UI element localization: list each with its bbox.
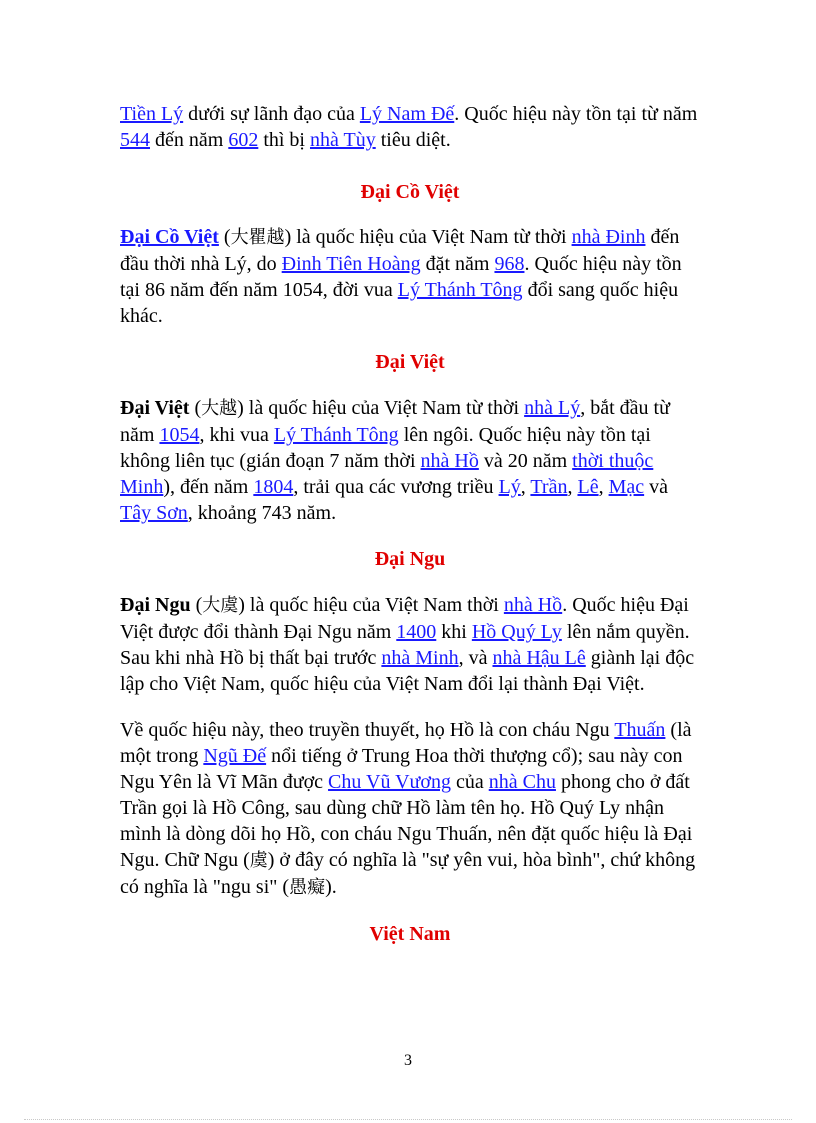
- page-edge-divider: [24, 1119, 792, 1120]
- link-ly-thanh-tong[interactable]: Lý Thánh Tông: [397, 279, 523, 301]
- text: ) là quốc hiệu của Việt Nam từ thời: [284, 226, 572, 248]
- link-nha-tuy[interactable]: nhà Tùy: [309, 129, 376, 151]
- heading-dai-co-viet: Đại Cồ Việt: [360, 181, 460, 203]
- link-602[interactable]: 602: [228, 129, 259, 151]
- paragraph-ngu-origin: [120, 717, 700, 901]
- text: . Quốc hiệu Đại Việt được đổi thành Đại Ngu năm: [120, 594, 689, 643]
- han-text: 大越: [201, 398, 238, 419]
- text: (là một trong: [120, 719, 692, 767]
- text: , bắt đầu từ năm: [120, 397, 670, 446]
- link-nha-hau-le[interactable]: nhà Hậu Lê: [492, 647, 586, 669]
- text: Về quốc hiệu này, theo truyền thuyết, họ Hồ là con cháu Ngu: [120, 719, 615, 741]
- link-tien-ly[interactable]: Tiền Lý: [120, 103, 184, 125]
- link-968[interactable]: 968: [494, 253, 525, 275]
- link-nha-chu[interactable]: nhà Chu: [488, 771, 556, 793]
- han-text: 虞: [249, 850, 268, 871]
- link-thuan[interactable]: Thuấn: [614, 719, 666, 741]
- text: dưới sự lãnh đạo của: [183, 103, 360, 125]
- link-tay-son[interactable]: Tây Sơn: [120, 502, 188, 524]
- text: thì bị: [258, 129, 310, 151]
- text: . Quốc hiệu này tồn tại từ năm: [454, 103, 698, 125]
- link-nha-ho[interactable]: nhà Hồ: [503, 594, 563, 616]
- link-1400[interactable]: 1400: [396, 621, 437, 643]
- text: ) ở đây có nghĩa là "sự yên vui, hòa bình", chứ không có nghĩa là "ngu si" (: [120, 849, 696, 898]
- han-text: 大虞: [202, 595, 239, 616]
- text: của: [450, 771, 489, 793]
- link-nha-minh[interactable]: nhà Minh: [381, 647, 459, 669]
- text: ) là quốc hiệu của Việt Nam từ thời: [237, 397, 525, 419]
- text: ,: [598, 476, 609, 498]
- link-chu-vu-vuong[interactable]: Chu Vũ Vương: [328, 771, 451, 793]
- text: phong cho ở đất Trần gọi là Hồ Công, sau dùng chữ Hồ làm tên họ. Hồ Quý Ly nhận mình là dòng dõi họ Hồ, con cháu Ngu Thuấn, nên đặt quốc hiệu là Đại Ngu. Chữ Ngu (: [120, 771, 693, 871]
- link-ly-thanh-tong[interactable]: Lý Thánh Tông: [273, 424, 399, 446]
- text: (: [190, 594, 203, 616]
- text: tiêu diệt.: [375, 129, 451, 151]
- han-text: 大瞿越: [230, 227, 285, 248]
- text: . Quốc hiệu này tồn tại 86 năm đến năm 1054, đời vua: [120, 253, 682, 301]
- text: (: [218, 226, 231, 248]
- page-number: 3: [404, 1052, 412, 1069]
- link-1054[interactable]: 1054: [159, 424, 200, 446]
- text: đến đầu thời nhà Lý, do: [120, 226, 680, 275]
- text: , khi vua: [199, 424, 274, 446]
- text: đổi sang quốc hiệu khác.: [120, 279, 679, 327]
- link-tran[interactable]: Trần: [530, 476, 568, 498]
- page-content: [120, 101, 700, 947]
- link-thoi-thuoc-minh[interactable]: thời thuộc Minh: [120, 450, 654, 498]
- heading-dai-ngu: Đại Ngu: [374, 548, 446, 570]
- text: nổi tiếng ở Trung Hoa thời thượng cổ); sau này con Ngu Yên là Vĩ Mãn được: [120, 745, 683, 793]
- link-dinh-tien-hoang[interactable]: Đinh Tiên Hoàng: [281, 253, 421, 275]
- paragraph-tien-ly: [120, 101, 700, 153]
- text: ,: [520, 476, 531, 498]
- text: đến năm: [150, 129, 229, 151]
- text: ) là quốc hiệu của Việt Nam thời: [238, 594, 504, 616]
- text: ).: [325, 876, 337, 898]
- heading-viet-nam: Việt Nam: [369, 923, 451, 945]
- link-nha-dinh[interactable]: nhà Đinh: [571, 226, 646, 248]
- link-ho-quy-ly[interactable]: Hồ Quý Ly: [471, 621, 562, 643]
- paragraph-dai-ngu: [120, 592, 700, 697]
- text: , trải qua các vương triều: [293, 476, 499, 498]
- link-ly[interactable]: Lý: [498, 476, 521, 498]
- paragraph-dai-viet: [120, 395, 700, 526]
- text: (: [189, 397, 202, 419]
- link-ly-nam-de[interactable]: Lý Nam Đế: [359, 103, 455, 125]
- text: ), đến năm: [163, 476, 254, 498]
- heading-dai-viet: Đại Việt: [375, 351, 445, 373]
- link-nha-ho[interactable]: nhà Hồ: [420, 450, 479, 472]
- link-544[interactable]: 544: [120, 129, 150, 151]
- text: , và: [458, 647, 493, 669]
- text: lên ngôi. Quốc hiệu này tồn tại không liên tục (gián đoạn 7 năm thời: [120, 424, 651, 472]
- text: ,: [567, 476, 578, 498]
- text: và 20 năm: [478, 450, 573, 472]
- text: đặt năm: [420, 253, 495, 275]
- text: giành lại độc lập cho Việt Nam, quốc hiệu của Việt Nam đổi lại thành Đại Việt.: [120, 647, 695, 695]
- link-dai-co-viet[interactable]: Đại Cồ Việt: [120, 226, 219, 248]
- text: và: [644, 476, 669, 498]
- bold-dai-ngu: Đại Ngu: [120, 594, 191, 616]
- paragraph-dai-co-viet: [120, 224, 700, 329]
- text: , khoảng 743 năm.: [187, 502, 337, 524]
- bold-dai-viet: Đại Việt: [120, 397, 190, 419]
- link-1804[interactable]: 1804: [253, 476, 294, 498]
- link-mac[interactable]: Mạc: [608, 476, 645, 498]
- link-le[interactable]: Lê: [577, 476, 599, 498]
- text: khi: [436, 621, 472, 643]
- link-ngu-de[interactable]: Ngũ Đế: [203, 745, 267, 767]
- text: lên nắm quyền. Sau khi nhà Hồ bị thất bại trước: [120, 621, 690, 669]
- link-nha-ly[interactable]: nhà Lý: [524, 397, 581, 419]
- han-text: 愚癡: [289, 877, 326, 898]
